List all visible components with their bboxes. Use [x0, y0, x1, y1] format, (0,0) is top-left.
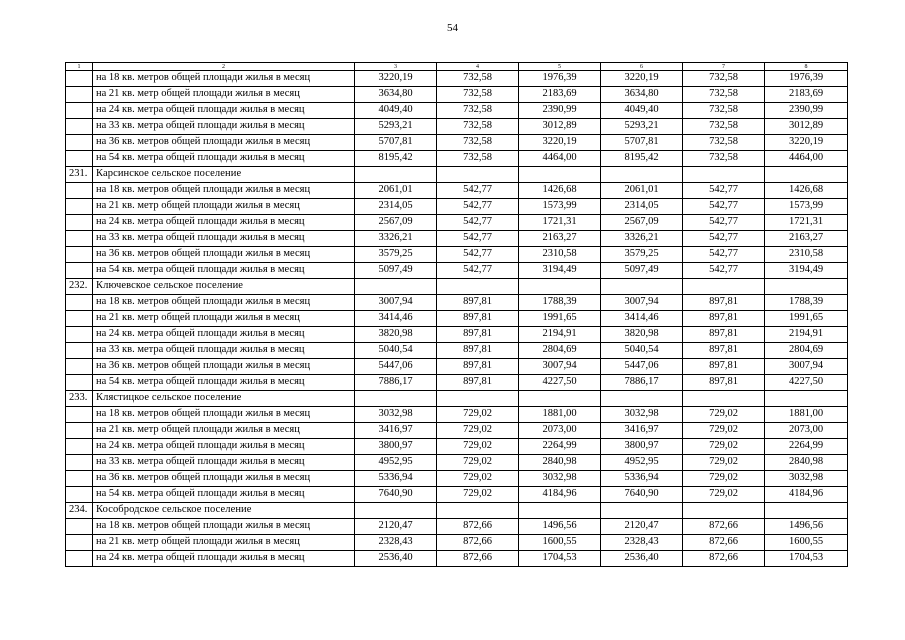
value-cell: 3220,19	[601, 71, 683, 87]
value-cell: 2264,99	[519, 439, 601, 455]
row-description: на 36 кв. метров общей площади жилья в месяц	[93, 247, 355, 263]
value-cell: 4952,95	[355, 455, 437, 471]
table-row	[66, 487, 848, 503]
settlement-index: 231.	[66, 167, 93, 183]
value-cell: 729,02	[437, 407, 519, 423]
settlement-row	[66, 503, 848, 519]
empty-cell	[519, 167, 601, 183]
table-row	[66, 471, 848, 487]
row-description: на 54 кв. метра общей площади жилья в месяц	[93, 263, 355, 279]
value-cell: 897,81	[683, 311, 765, 327]
row-description: на 24 кв. метра общей площади жилья в месяц	[93, 551, 355, 567]
table-row	[66, 551, 848, 567]
empty-cell	[437, 279, 519, 295]
value-cell: 897,81	[683, 359, 765, 375]
value-cell: 5097,49	[601, 263, 683, 279]
row-description: на 36 кв. метров общей площади жилья в месяц	[93, 135, 355, 151]
value-cell: 872,66	[437, 551, 519, 567]
value-cell: 872,66	[683, 519, 765, 535]
value-cell: 5293,21	[355, 119, 437, 135]
value-cell: 1721,31	[765, 215, 848, 231]
column-number: 7	[683, 63, 765, 71]
value-cell: 1573,99	[519, 199, 601, 215]
value-cell: 729,02	[683, 487, 765, 503]
value-cell: 2536,40	[355, 551, 437, 567]
value-cell: 8195,42	[601, 151, 683, 167]
empty-cell	[66, 311, 93, 327]
value-cell: 2264,99	[765, 439, 848, 455]
value-cell: 729,02	[437, 487, 519, 503]
value-cell: 897,81	[437, 311, 519, 327]
value-cell: 542,77	[437, 263, 519, 279]
row-description: на 54 кв. метра общей площади жилья в месяц	[93, 151, 355, 167]
value-cell: 3032,98	[519, 471, 601, 487]
row-description: на 36 кв. метров общей площади жилья в месяц	[93, 359, 355, 375]
value-cell: 3416,97	[601, 423, 683, 439]
value-cell: 2194,91	[519, 327, 601, 343]
empty-cell	[683, 167, 765, 183]
value-cell: 732,58	[437, 151, 519, 167]
empty-cell	[66, 247, 93, 263]
column-number: 1	[66, 63, 93, 71]
value-cell: 2840,98	[765, 455, 848, 471]
value-cell: 2314,05	[601, 199, 683, 215]
value-cell: 2567,09	[601, 215, 683, 231]
empty-cell	[66, 119, 93, 135]
row-description: на 24 кв. метра общей площади жилья в месяц	[93, 439, 355, 455]
value-cell: 3032,98	[765, 471, 848, 487]
value-cell: 3820,98	[355, 327, 437, 343]
empty-cell	[66, 455, 93, 471]
row-description: на 24 кв. метра общей площади жилья в месяц	[93, 215, 355, 231]
value-cell: 2061,01	[601, 183, 683, 199]
empty-cell	[66, 87, 93, 103]
value-cell: 3007,94	[355, 295, 437, 311]
value-cell: 897,81	[683, 375, 765, 391]
value-cell: 2073,00	[765, 423, 848, 439]
empty-cell	[66, 231, 93, 247]
value-cell: 729,02	[683, 455, 765, 471]
table-row	[66, 87, 848, 103]
value-cell: 732,58	[437, 87, 519, 103]
value-cell: 1976,39	[519, 71, 601, 87]
empty-cell	[601, 391, 683, 407]
empty-cell	[519, 279, 601, 295]
row-description: на 21 кв. метр общей площади жилья в месяц	[93, 311, 355, 327]
table-row	[66, 423, 848, 439]
table-row	[66, 455, 848, 471]
settlement-name: Кособродское сельское поселение	[93, 503, 355, 519]
column-number: 6	[601, 63, 683, 71]
value-cell: 2163,27	[765, 231, 848, 247]
value-cell: 5097,49	[355, 263, 437, 279]
empty-cell	[765, 167, 848, 183]
value-cell: 732,58	[683, 119, 765, 135]
value-cell: 542,77	[437, 247, 519, 263]
value-cell: 3007,94	[601, 295, 683, 311]
empty-cell	[66, 519, 93, 535]
value-cell: 2840,98	[519, 455, 601, 471]
value-cell: 7886,17	[601, 375, 683, 391]
value-cell: 3032,98	[601, 407, 683, 423]
value-cell: 3012,89	[519, 119, 601, 135]
settlement-name: Ключевское сельское поселение	[93, 279, 355, 295]
value-cell: 2804,69	[765, 343, 848, 359]
value-cell: 3032,98	[355, 407, 437, 423]
empty-cell	[437, 167, 519, 183]
value-cell: 3007,94	[519, 359, 601, 375]
value-cell: 4227,50	[765, 375, 848, 391]
table-row	[66, 343, 848, 359]
value-cell: 4464,00	[519, 151, 601, 167]
value-cell: 2310,58	[519, 247, 601, 263]
empty-cell	[66, 199, 93, 215]
value-cell: 7640,90	[355, 487, 437, 503]
value-cell: 729,02	[683, 423, 765, 439]
value-cell: 897,81	[437, 327, 519, 343]
settlement-name: Карсинское сельское поселение	[93, 167, 355, 183]
value-cell: 2061,01	[355, 183, 437, 199]
value-cell: 542,77	[437, 231, 519, 247]
value-cell: 4464,00	[765, 151, 848, 167]
empty-cell	[66, 295, 93, 311]
value-cell: 729,02	[437, 471, 519, 487]
table-row	[66, 71, 848, 87]
value-cell: 1721,31	[519, 215, 601, 231]
row-description: на 18 кв. метров общей площади жилья в месяц	[93, 295, 355, 311]
settlement-index: 233.	[66, 391, 93, 407]
value-cell: 1496,56	[519, 519, 601, 535]
value-cell: 729,02	[437, 455, 519, 471]
value-cell: 3634,80	[355, 87, 437, 103]
empty-cell	[601, 167, 683, 183]
value-cell: 1991,65	[519, 311, 601, 327]
value-cell: 2163,27	[519, 231, 601, 247]
row-description: на 54 кв. метра общей площади жилья в месяц	[93, 375, 355, 391]
value-cell: 2183,69	[765, 87, 848, 103]
value-cell: 897,81	[437, 295, 519, 311]
empty-cell	[765, 279, 848, 295]
empty-cell	[66, 183, 93, 199]
row-description: на 54 кв. метра общей площади жилья в месяц	[93, 487, 355, 503]
value-cell: 897,81	[437, 375, 519, 391]
value-cell: 3579,25	[601, 247, 683, 263]
empty-cell	[66, 263, 93, 279]
empty-cell	[66, 359, 93, 375]
column-number: 8	[765, 63, 848, 71]
table-row	[66, 311, 848, 327]
value-cell: 3416,97	[355, 423, 437, 439]
table-row	[66, 407, 848, 423]
empty-cell	[66, 151, 93, 167]
value-cell: 4049,40	[355, 103, 437, 119]
value-cell: 1788,39	[765, 295, 848, 311]
row-description: на 33 кв. метра общей площади жилья в месяц	[93, 119, 355, 135]
table-row	[66, 103, 848, 119]
settlement-row	[66, 279, 848, 295]
value-cell: 3326,21	[355, 231, 437, 247]
value-cell: 897,81	[683, 295, 765, 311]
table-row	[66, 375, 848, 391]
value-cell: 542,77	[683, 263, 765, 279]
value-cell: 3800,97	[355, 439, 437, 455]
empty-cell	[355, 279, 437, 295]
table-row	[66, 439, 848, 455]
row-description: на 24 кв. метра общей площади жилья в месяц	[93, 103, 355, 119]
empty-cell	[66, 487, 93, 503]
value-cell: 3007,94	[765, 359, 848, 375]
table-row	[66, 535, 848, 551]
value-cell: 2314,05	[355, 199, 437, 215]
row-description: на 18 кв. метров общей площади жилья в месяц	[93, 71, 355, 87]
value-cell: 732,58	[437, 119, 519, 135]
value-cell: 542,77	[683, 215, 765, 231]
empty-cell	[601, 279, 683, 295]
row-description: на 21 кв. метр общей площади жилья в месяц	[93, 535, 355, 551]
value-cell: 542,77	[683, 199, 765, 215]
value-cell: 872,66	[437, 519, 519, 535]
value-cell: 5040,54	[355, 343, 437, 359]
value-cell: 732,58	[683, 151, 765, 167]
value-cell: 1788,39	[519, 295, 601, 311]
empty-cell	[66, 439, 93, 455]
value-cell: 2567,09	[355, 215, 437, 231]
value-cell: 2804,69	[519, 343, 601, 359]
value-cell: 5447,06	[601, 359, 683, 375]
empty-cell	[355, 391, 437, 407]
value-cell: 7640,90	[601, 487, 683, 503]
value-cell: 3220,19	[765, 135, 848, 151]
empty-cell	[355, 503, 437, 519]
empty-cell	[66, 551, 93, 567]
column-number: 4	[437, 63, 519, 71]
value-cell: 897,81	[437, 343, 519, 359]
table-row	[66, 119, 848, 135]
value-cell: 5447,06	[355, 359, 437, 375]
value-cell: 2120,47	[601, 519, 683, 535]
value-cell: 872,66	[683, 535, 765, 551]
table-row	[66, 151, 848, 167]
value-cell: 729,02	[437, 423, 519, 439]
value-cell: 897,81	[683, 343, 765, 359]
value-cell: 5707,81	[601, 135, 683, 151]
empty-cell	[66, 407, 93, 423]
empty-cell	[66, 103, 93, 119]
value-cell: 1600,55	[519, 535, 601, 551]
settlement-row	[66, 167, 848, 183]
value-cell: 2328,43	[355, 535, 437, 551]
value-cell: 5336,94	[601, 471, 683, 487]
empty-cell	[355, 167, 437, 183]
empty-cell	[601, 503, 683, 519]
value-cell: 1704,53	[519, 551, 601, 567]
value-cell: 542,77	[437, 215, 519, 231]
empty-cell	[683, 503, 765, 519]
empty-cell	[437, 391, 519, 407]
value-cell: 3414,46	[601, 311, 683, 327]
value-cell: 732,58	[683, 71, 765, 87]
value-cell: 3579,25	[355, 247, 437, 263]
value-cell: 2120,47	[355, 519, 437, 535]
column-number-row	[66, 63, 848, 71]
row-description: на 18 кв. метров общей площади жилья в месяц	[93, 183, 355, 199]
row-description: на 21 кв. метр общей площади жилья в месяц	[93, 199, 355, 215]
table-row	[66, 247, 848, 263]
value-cell: 732,58	[683, 87, 765, 103]
value-cell: 5293,21	[601, 119, 683, 135]
empty-cell	[66, 471, 93, 487]
table-row	[66, 263, 848, 279]
value-cell: 2328,43	[601, 535, 683, 551]
value-cell: 3414,46	[355, 311, 437, 327]
value-cell: 732,58	[683, 103, 765, 119]
row-description: на 33 кв. метра общей площади жилья в месяц	[93, 343, 355, 359]
value-cell: 1976,39	[765, 71, 848, 87]
empty-cell	[66, 343, 93, 359]
value-cell: 4049,40	[601, 103, 683, 119]
value-cell: 4227,50	[519, 375, 601, 391]
value-cell: 3634,80	[601, 87, 683, 103]
value-cell: 729,02	[683, 407, 765, 423]
value-cell: 3220,19	[519, 135, 601, 151]
value-cell: 2390,99	[519, 103, 601, 119]
column-number: 2	[93, 63, 355, 71]
value-cell: 2194,91	[765, 327, 848, 343]
table-row	[66, 135, 848, 151]
value-cell: 5336,94	[355, 471, 437, 487]
value-cell: 4952,95	[601, 455, 683, 471]
table-row	[66, 519, 848, 535]
row-description: на 18 кв. метров общей площади жилья в месяц	[93, 519, 355, 535]
value-cell: 8195,42	[355, 151, 437, 167]
value-cell: 1881,00	[765, 407, 848, 423]
value-cell: 2310,58	[765, 247, 848, 263]
table-row	[66, 215, 848, 231]
value-cell: 729,02	[437, 439, 519, 455]
settlement-index: 232.	[66, 279, 93, 295]
table-row	[66, 327, 848, 343]
value-cell: 897,81	[437, 359, 519, 375]
value-cell: 729,02	[683, 439, 765, 455]
page-number: 54	[447, 22, 458, 34]
value-cell: 3194,49	[765, 263, 848, 279]
table-row	[66, 359, 848, 375]
tariff-table	[65, 62, 848, 567]
value-cell: 542,77	[683, 231, 765, 247]
empty-cell	[765, 503, 848, 519]
empty-cell	[519, 503, 601, 519]
value-cell: 1426,68	[765, 183, 848, 199]
value-cell: 732,58	[437, 103, 519, 119]
empty-cell	[66, 327, 93, 343]
row-description: на 21 кв. метр общей площади жилья в месяц	[93, 423, 355, 439]
empty-cell	[66, 135, 93, 151]
empty-cell	[437, 503, 519, 519]
table-row	[66, 231, 848, 247]
value-cell: 732,58	[437, 71, 519, 87]
row-description: на 24 кв. метра общей площади жилья в месяц	[93, 327, 355, 343]
value-cell: 872,66	[683, 551, 765, 567]
value-cell: 1704,53	[765, 551, 848, 567]
empty-cell	[683, 279, 765, 295]
value-cell: 3012,89	[765, 119, 848, 135]
empty-cell	[66, 423, 93, 439]
value-cell: 1496,56	[765, 519, 848, 535]
value-cell: 2390,99	[765, 103, 848, 119]
table-row	[66, 295, 848, 311]
empty-cell	[66, 535, 93, 551]
row-description: на 33 кв. метра общей площади жилья в месяц	[93, 455, 355, 471]
value-cell: 7886,17	[355, 375, 437, 391]
value-cell: 3800,97	[601, 439, 683, 455]
value-cell: 3820,98	[601, 327, 683, 343]
value-cell: 2073,00	[519, 423, 601, 439]
empty-cell	[66, 215, 93, 231]
value-cell: 729,02	[683, 471, 765, 487]
value-cell: 4184,96	[519, 487, 601, 503]
value-cell: 2183,69	[519, 87, 601, 103]
value-cell: 3326,21	[601, 231, 683, 247]
empty-cell	[66, 71, 93, 87]
row-description: на 33 кв. метра общей площади жилья в месяц	[93, 231, 355, 247]
value-cell: 1573,99	[765, 199, 848, 215]
value-cell: 542,77	[683, 183, 765, 199]
settlement-name: Клястицкое сельское поселение	[93, 391, 355, 407]
empty-cell	[66, 375, 93, 391]
table-row	[66, 199, 848, 215]
value-cell: 1426,68	[519, 183, 601, 199]
value-cell: 2536,40	[601, 551, 683, 567]
value-cell: 732,58	[437, 135, 519, 151]
value-cell: 542,77	[437, 183, 519, 199]
value-cell: 1881,00	[519, 407, 601, 423]
value-cell: 5707,81	[355, 135, 437, 151]
value-cell: 4184,96	[765, 487, 848, 503]
settlement-row	[66, 391, 848, 407]
value-cell: 1600,55	[765, 535, 848, 551]
value-cell: 897,81	[683, 327, 765, 343]
column-number: 3	[355, 63, 437, 71]
value-cell: 5040,54	[601, 343, 683, 359]
row-description: на 21 кв. метр общей площади жилья в месяц	[93, 87, 355, 103]
row-description: на 36 кв. метров общей площади жилья в месяц	[93, 471, 355, 487]
empty-cell	[765, 391, 848, 407]
value-cell: 542,77	[683, 247, 765, 263]
empty-cell	[519, 391, 601, 407]
column-number: 5	[519, 63, 601, 71]
value-cell: 542,77	[437, 199, 519, 215]
value-cell: 3220,19	[355, 71, 437, 87]
value-cell: 732,58	[683, 135, 765, 151]
value-cell: 3194,49	[519, 263, 601, 279]
settlement-index: 234.	[66, 503, 93, 519]
value-cell: 1991,65	[765, 311, 848, 327]
row-description: на 18 кв. метров общей площади жилья в месяц	[93, 407, 355, 423]
table-body	[66, 63, 848, 567]
value-cell: 872,66	[437, 535, 519, 551]
empty-cell	[683, 391, 765, 407]
table-row	[66, 183, 848, 199]
